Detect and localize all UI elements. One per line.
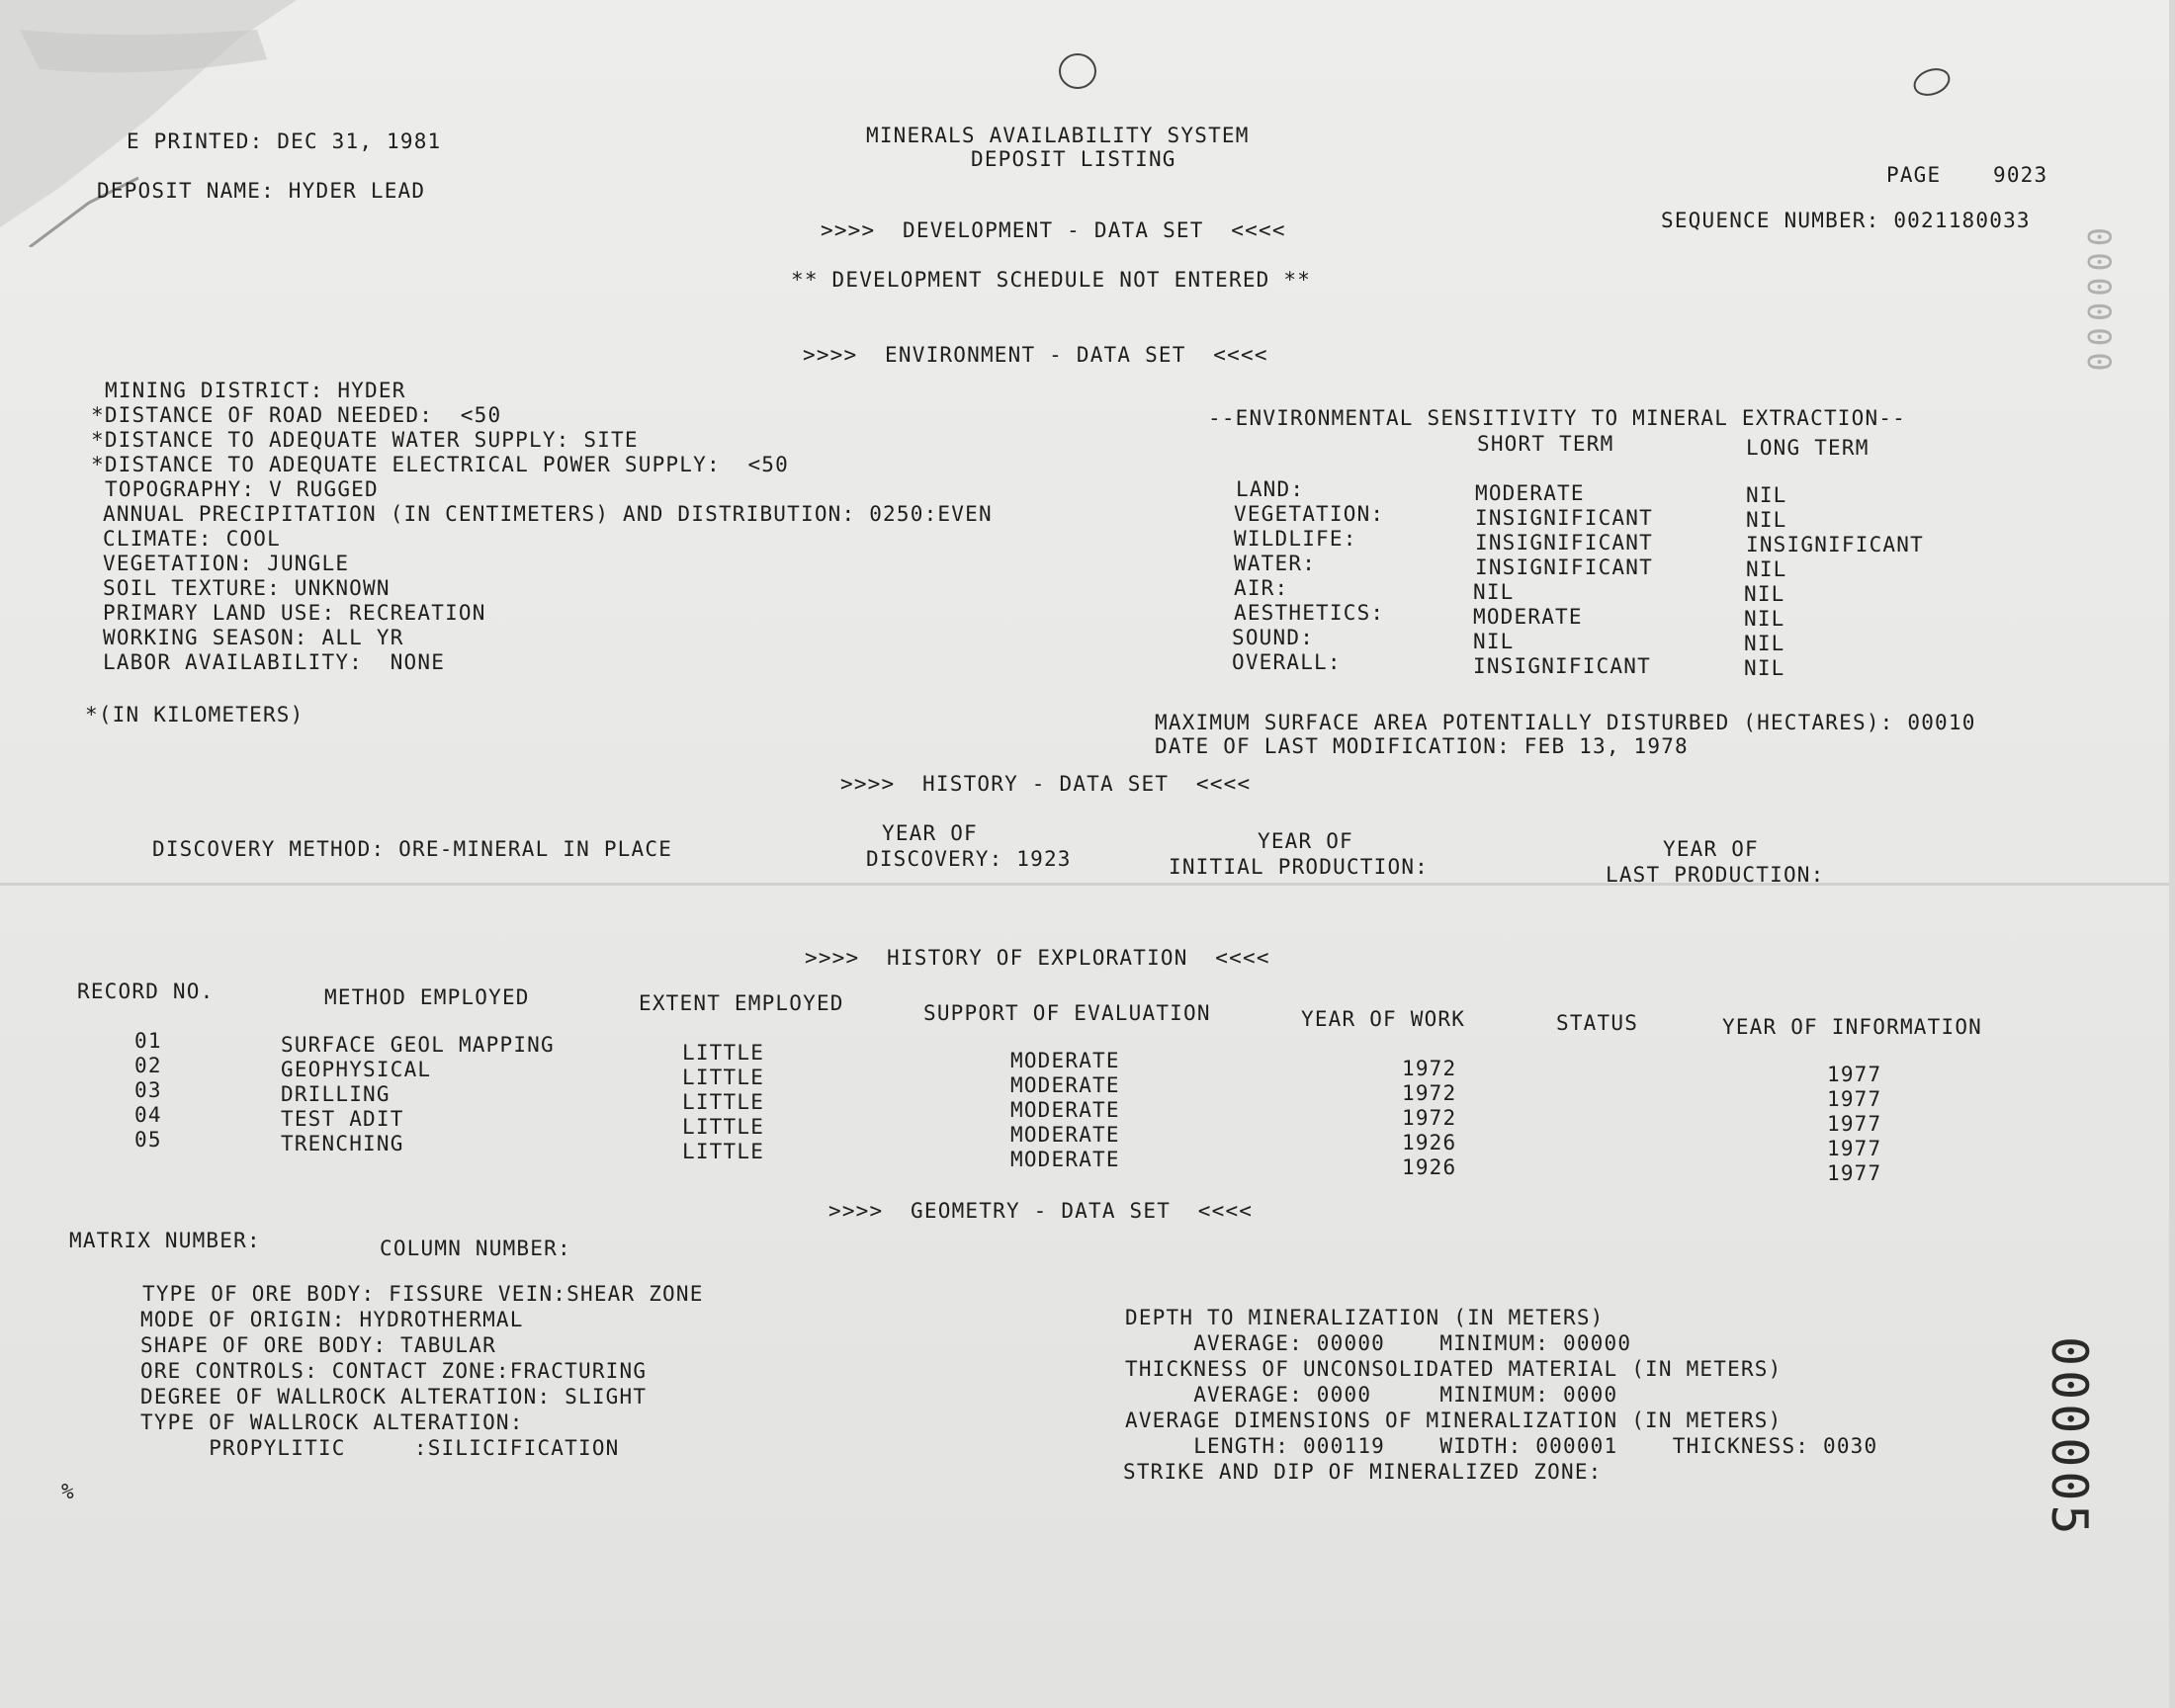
sensitivity-label: WATER: (1234, 552, 1317, 575)
env-field: SOIL TEXTURE: UNKNOWN (103, 576, 391, 600)
sensitivity-short: INSIGNIFICANT (1475, 506, 1653, 530)
sensitivity-short: NIL (1473, 630, 1515, 653)
record-year-of-info: 1977 (1827, 1112, 1882, 1136)
col-extent: EXTENT EMPLOYED (639, 991, 844, 1015)
geometry-field: AVERAGE: 0000 MINIMUM: 0000 (1125, 1383, 1618, 1407)
geometry-field: MODE OF ORIGIN: HYDROTHERMAL (140, 1308, 524, 1331)
sensitivity-short: MODERATE (1475, 481, 1585, 505)
discovery-method: DISCOVERY METHOD: ORE-MINERAL IN PLACE (152, 837, 673, 861)
sensitivity-short: MODERATE (1473, 605, 1583, 629)
punch-hole-right (1908, 63, 1958, 103)
torn-corner-shadow (0, 0, 297, 247)
year-of-discovery-label: YEAR OF (882, 821, 978, 845)
col-year-of-information: YEAR OF INFORMATION (1722, 1015, 1983, 1039)
col-status: STATUS (1556, 1011, 1639, 1035)
record-extent: LITTLE (682, 1140, 765, 1163)
sensitivity-short: INSIGNIFICANT (1475, 531, 1653, 555)
last-production: LAST PRODUCTION: (1606, 863, 1825, 887)
record-method: SURFACE GEOL MAPPING (281, 1033, 555, 1057)
initial-production: INITIAL PRODUCTION: (1169, 855, 1430, 879)
geometry-field: SHAPE OF ORE BODY: TABULAR (140, 1333, 496, 1357)
record-year-of-work: 1926 (1402, 1155, 1457, 1179)
geometry-field: TYPE OF ORE BODY: FISSURE VEIN:SHEAR ZONE (142, 1282, 704, 1306)
col-record-no: RECORD NO. (77, 980, 215, 1003)
side-stamp: 000005 (2041, 1336, 2098, 1539)
short-term-header: SHORT TERM (1477, 432, 1614, 456)
page-fold-line (0, 883, 2175, 886)
environment-heading: >>>> ENVIRONMENT - DATA SET <<<< (803, 343, 1268, 367)
sensitivity-label: AIR: (1234, 576, 1289, 600)
env-field: TOPOGRAPHY: V RUGGED (105, 477, 379, 501)
record-year-of-info: 1977 (1827, 1137, 1882, 1160)
geometry-field: DEGREE OF WALLROCK ALTERATION: SLIGHT (140, 1385, 648, 1409)
record-year-of-info: 1977 (1827, 1063, 1882, 1086)
env-field: *DISTANCE OF ROAD NEEDED: <50 (91, 403, 502, 427)
page-label: PAGE (1886, 163, 1942, 187)
faint-side-stamp: 000000 (2080, 227, 2118, 378)
env-field: WORKING SEASON: ALL YR (103, 626, 404, 649)
sensitivity-label: WILDLIFE: (1234, 527, 1357, 551)
record-year-of-work: 1972 (1402, 1081, 1457, 1105)
record-extent: LITTLE (682, 1041, 765, 1065)
record-method: TRENCHING (281, 1132, 404, 1155)
geometry-field: THICKNESS OF UNCONSOLIDATED MATERIAL (IN METERS) (1125, 1357, 1783, 1381)
sensitivity-long: NIL (1744, 582, 1785, 606)
record-support: MODERATE (1010, 1049, 1120, 1072)
sensitivity-label: LAND: (1236, 477, 1305, 501)
history-heading: >>>> HISTORY - DATA SET <<<< (840, 772, 1252, 796)
sensitivity-short: INSIGNIFICANT (1475, 555, 1653, 579)
last-modification: DATE OF LAST MODIFICATION: FEB 13, 1978 (1155, 734, 1689, 758)
sensitivity-long: NIL (1746, 557, 1787, 581)
punch-hole-left (1053, 49, 1102, 94)
record-year-of-info: 1977 (1827, 1087, 1882, 1111)
sensitivity-title: --ENVIRONMENTAL SENSITIVITY TO MINERAL EXTRACTION-- (1208, 406, 1906, 430)
geometry-field: STRIKE AND DIP OF MINERALIZED ZONE: (1123, 1460, 1603, 1484)
initial-production-label: YEAR OF (1258, 829, 1353, 853)
development-heading: >>>> DEVELOPMENT - DATA SET <<<< (821, 218, 1286, 242)
sensitivity-long: INSIGNIFICANT (1746, 533, 1924, 556)
percent-mark: % (61, 1480, 75, 1503)
record-method: GEOPHYSICAL (281, 1058, 432, 1081)
sensitivity-label: AESTHETICS: (1234, 601, 1385, 625)
record-no: 02 (134, 1054, 162, 1077)
sequence-number: SEQUENCE NUMBER: 0021180033 (1661, 209, 2031, 232)
env-field: VEGETATION: JUNGLE (103, 552, 350, 575)
column-number: COLUMN NUMBER: (380, 1237, 571, 1260)
record-no: 03 (134, 1078, 162, 1102)
env-field: *DISTANCE TO ADEQUATE WATER SUPPLY: SITE (91, 428, 639, 452)
record-no: 01 (134, 1029, 162, 1053)
record-support: MODERATE (1010, 1073, 1120, 1097)
listing-title: DEPOSIT LISTING (971, 147, 1176, 171)
record-year-of-info: 1977 (1827, 1161, 1882, 1185)
sensitivity-label: SOUND: (1232, 626, 1315, 649)
col-support: SUPPORT OF EVALUATION (923, 1001, 1211, 1025)
geometry-field: TYPE OF WALLROCK ALTERATION: (140, 1410, 524, 1434)
record-year-of-work: 1972 (1402, 1106, 1457, 1130)
geometry-field: ORE CONTROLS: CONTACT ZONE:FRACTURING (140, 1359, 648, 1383)
sensitivity-long: NIL (1746, 508, 1787, 532)
date-printed: E PRINTED: DEC 31, 1981 (127, 129, 442, 153)
sensitivity-label: VEGETATION: (1234, 502, 1385, 526)
sensitivity-short: INSIGNIFICANT (1473, 654, 1651, 678)
record-no: 05 (134, 1128, 162, 1152)
record-extent: LITTLE (682, 1090, 765, 1114)
exploration-heading: >>>> HISTORY OF EXPLORATION <<<< (805, 946, 1270, 970)
year-of-discovery: DISCOVERY: 1923 (866, 847, 1072, 871)
record-extent: LITTLE (682, 1115, 765, 1139)
geometry-heading: >>>> GEOMETRY - DATA SET <<<< (828, 1199, 1254, 1223)
sensitivity-long: NIL (1744, 632, 1785, 655)
col-year-of-work: YEAR OF WORK (1301, 1007, 1466, 1031)
geometry-field: AVERAGE: 00000 MINIMUM: 00000 (1125, 1331, 1632, 1355)
last-production-label: YEAR OF (1663, 837, 1759, 861)
env-field: *DISTANCE TO ADEQUATE ELECTRICAL POWER SUPPLY: <50 (91, 453, 789, 476)
env-field: ANNUAL PRECIPITATION (IN CENTIMETERS) AND DISTRIBUTION: 0250:EVEN (103, 502, 993, 526)
col-method: METHOD EMPLOYED (324, 985, 530, 1009)
geometry-field: PROPYLITIC :SILICIFICATION (140, 1436, 620, 1460)
record-support: MODERATE (1010, 1123, 1120, 1147)
sensitivity-long: NIL (1746, 483, 1787, 507)
record-method: DRILLING (281, 1082, 391, 1106)
deposit-name: DEPOSIT NAME: HYDER LEAD (97, 179, 426, 203)
record-no: 04 (134, 1103, 162, 1127)
matrix-number: MATRIX NUMBER: (69, 1229, 261, 1252)
env-field: MINING DISTRICT: HYDER (105, 379, 406, 402)
long-term-header: LONG TERM (1746, 436, 1870, 460)
record-year-of-work: 1926 (1402, 1131, 1457, 1154)
page-number: 9023 (1993, 163, 2048, 187)
sensitivity-short: NIL (1473, 580, 1515, 604)
system-title: MINERALS AVAILABILITY SYSTEM (866, 124, 1250, 147)
geometry-field: DEPTH TO MINERALIZATION (IN METERS) (1125, 1306, 1605, 1329)
sensitivity-long: NIL (1744, 656, 1785, 680)
page-right-edge (2169, 0, 2175, 1708)
record-support: MODERATE (1010, 1148, 1120, 1171)
env-field: CLIMATE: COOL (103, 527, 281, 551)
record-method: TEST ADIT (281, 1107, 404, 1131)
geometry-field: AVERAGE DIMENSIONS OF MINERALIZATION (IN METERS) (1125, 1409, 1783, 1432)
env-field: PRIMARY LAND USE: RECREATION (103, 601, 486, 625)
record-support: MODERATE (1010, 1098, 1120, 1122)
env-footnote: *(IN KILOMETERS) (85, 703, 304, 726)
env-field: LABOR AVAILABILITY: NONE (103, 650, 446, 674)
geometry-field: LENGTH: 000119 WIDTH: 000001 THICKNESS: 0030 (1125, 1434, 1878, 1458)
sensitivity-long: NIL (1744, 607, 1785, 631)
max-surface-area: MAXIMUM SURFACE AREA POTENTIALLY DISTURBED (HECTARES): 00010 (1155, 711, 1976, 734)
record-year-of-work: 1972 (1402, 1057, 1457, 1080)
development-note: ** DEVELOPMENT SCHEDULE NOT ENTERED ** (791, 268, 1312, 292)
record-extent: LITTLE (682, 1066, 765, 1089)
sensitivity-label: OVERALL: (1232, 650, 1342, 674)
